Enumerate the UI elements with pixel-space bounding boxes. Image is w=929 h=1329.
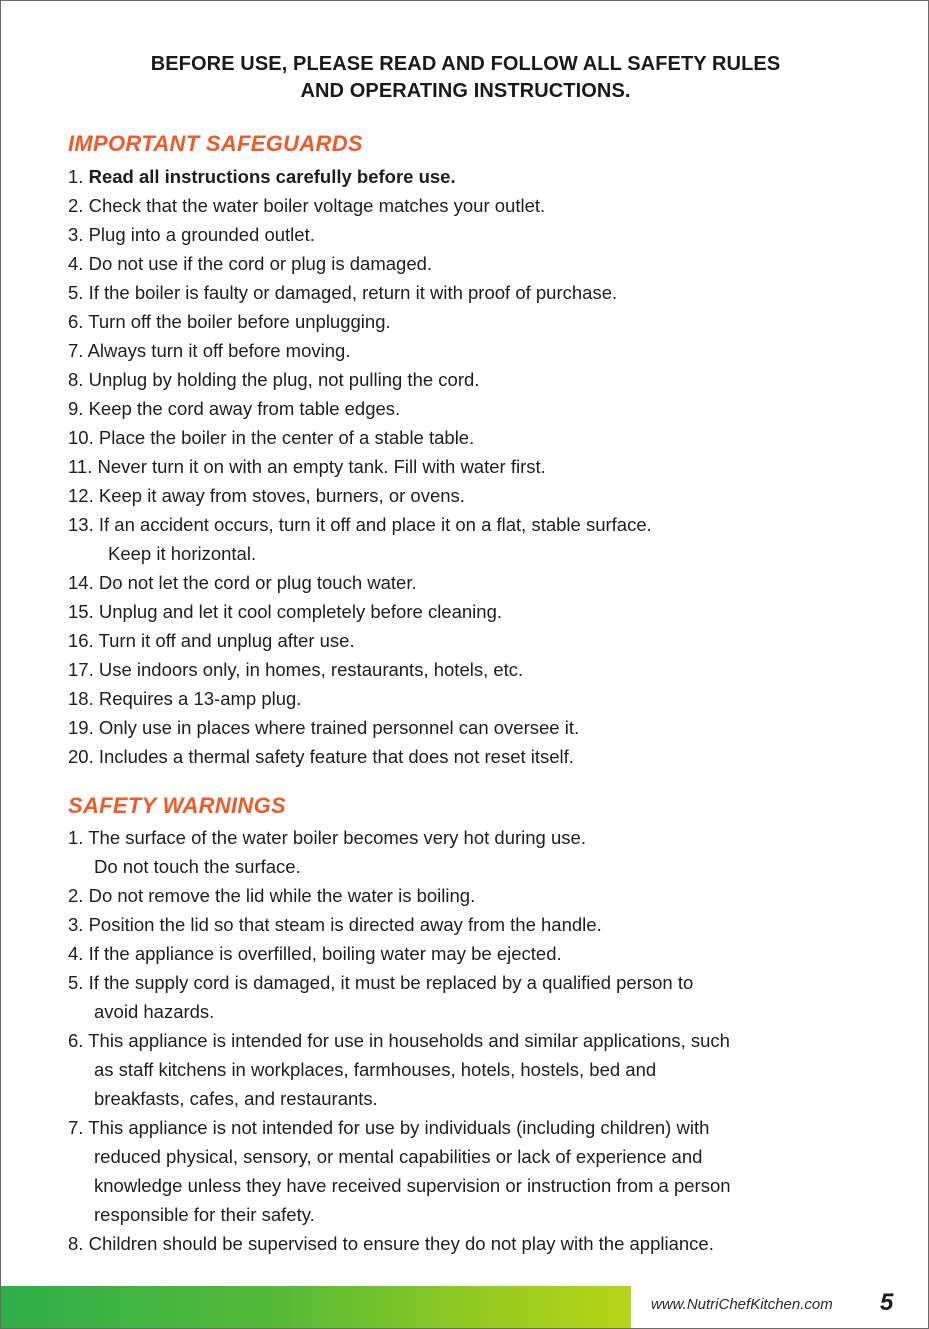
item-number: 5. <box>68 282 84 303</box>
item-continuation: Do not touch the surface. <box>94 856 301 877</box>
safeguards-item-3 <box>68 220 888 249</box>
item-number: 1. <box>68 166 84 187</box>
item-number: 16. <box>68 630 94 651</box>
item-number: 6. <box>68 1030 84 1051</box>
item-number: 7. <box>68 1117 84 1138</box>
warnings-item-4 <box>68 939 888 968</box>
safeguards-item-14 <box>68 568 888 597</box>
item-text: This appliance is intended for use in households and similar applications, such <box>88 1030 730 1051</box>
item-number: 9. <box>68 398 84 419</box>
safeguards-item-12 <box>68 481 888 510</box>
item-text: Unplug and let it cool completely before cleaning. <box>98 601 502 622</box>
safeguards-item-2 <box>68 191 888 220</box>
warnings-item-1 <box>68 823 888 881</box>
item-text: Children should be supervised to ensure they do not play with the appliance. <box>88 1233 714 1254</box>
intro-line-2: AND OPERATING INSTRUCTIONS. <box>300 80 631 102</box>
item-number: 3. <box>68 914 84 935</box>
item-number: 17. <box>68 659 94 680</box>
item-text: This appliance is not intended for use by individuals (including children) with <box>88 1117 710 1138</box>
item-text: Unplug by holding the plug, not pulling the cord. <box>88 369 480 390</box>
safeguards-item-13 <box>68 510 888 568</box>
item-text: Do not use if the cord or plug is damaged. <box>88 253 433 274</box>
item-number: 4. <box>68 943 84 964</box>
warnings-item-8 <box>68 1229 888 1258</box>
item-number: 8. <box>68 1233 84 1254</box>
safeguards-title: IMPORTANT SAFEGUARDS <box>68 131 363 156</box>
item-text: Requires a 13-amp plug. <box>98 688 302 709</box>
safeguards-item-7 <box>68 336 888 365</box>
item-number: 2. <box>68 885 84 906</box>
footer-gradient-bar <box>1 1286 631 1328</box>
item-number: 8. <box>68 369 84 390</box>
item-continuation: Keep it horizontal. <box>108 543 257 564</box>
item-number: 12. <box>68 485 94 506</box>
item-number: 2. <box>68 195 84 216</box>
item-text: Read all instructions carefully before use. <box>88 166 456 187</box>
item-text: Always turn it off before moving. <box>87 340 351 361</box>
item-text: Never turn it on with an empty tank. Fill with water first. <box>97 456 546 477</box>
warnings-list <box>68 823 888 1258</box>
item-number: 19. <box>68 717 94 738</box>
page-number: 5 <box>880 1289 894 1316</box>
safeguards-item-10 <box>68 423 888 452</box>
safeguards-item-9 <box>68 394 888 423</box>
item-text: Do not remove the lid while the water is boiling. <box>88 885 476 906</box>
item-number: 14. <box>68 572 94 593</box>
item-number: 5. <box>68 972 84 993</box>
item-number: 13. <box>68 514 94 535</box>
safeguards-item-8 <box>68 365 888 394</box>
safeguards-item-4 <box>68 249 888 278</box>
item-text: Plug into a grounded outlet. <box>88 224 315 245</box>
warnings-item-3 <box>68 910 888 939</box>
safeguards-item-5 <box>68 278 888 307</box>
item-number: 11. <box>68 456 93 477</box>
safeguards-item-20 <box>68 742 888 771</box>
item-text: If the appliance is overfilled, boiling water may be ejected. <box>88 943 562 964</box>
item-text: Do not let the cord or plug touch water. <box>98 572 417 593</box>
footer-website-link[interactable]: www.NutriChefKitchen.com <box>651 1296 833 1313</box>
item-text: Keep it away from stoves, burners, or ovens. <box>98 485 465 506</box>
safeguards-item-6 <box>68 307 888 336</box>
item-number: 18. <box>68 688 94 709</box>
item-continuation: as staff kitchens in workplaces, farmhouses, hotels, hostels, bed and <box>94 1059 657 1080</box>
safeguards-item-18 <box>68 684 888 713</box>
safeguards-item-17 <box>68 655 888 684</box>
intro-line-1: BEFORE USE, PLEASE READ AND FOLLOW ALL SAFETY RULES <box>150 53 781 75</box>
item-text: If the supply cord is damaged, it must be replaced by a qualified person to <box>88 972 694 993</box>
item-text: Use indoors only, in homes, restaurants, hotels, etc. <box>98 659 524 680</box>
safeguards-item-15 <box>68 597 888 626</box>
item-text: Check that the water boiler voltage matches your outlet. <box>88 195 546 216</box>
item-continuation: breakfasts, cafes, and restaurants. <box>94 1088 378 1109</box>
item-text: The surface of the water boiler becomes very hot during use. <box>88 827 586 848</box>
warnings-item-6 <box>68 1026 888 1113</box>
warnings-item-7 <box>68 1113 888 1229</box>
item-number: 20. <box>68 746 94 767</box>
item-text: Turn it off and unplug after use. <box>98 630 355 651</box>
item-text: Only use in places where trained personnel can oversee it. <box>98 717 580 738</box>
item-text: Place the boiler in the center of a stable table. <box>98 427 475 448</box>
safeguards-item-16 <box>68 626 888 655</box>
item-text: If the boiler is faulty or damaged, return it with proof of purchase. <box>88 282 618 303</box>
item-text: Position the lid so that steam is directed away from the handle. <box>88 914 602 935</box>
safeguards-list <box>68 162 888 771</box>
safeguards-item-11 <box>68 452 888 481</box>
item-number: 4. <box>68 253 84 274</box>
item-number: 7. <box>68 340 84 361</box>
item-number: 1. <box>68 827 84 848</box>
item-number: 15. <box>68 601 94 622</box>
item-continuation: knowledge unless they have received supervision or instruction from a person <box>94 1175 731 1196</box>
safeguards-item-19 <box>68 713 888 742</box>
item-continuation: reduced physical, sensory, or mental capabilities or lack of experience and <box>94 1146 703 1167</box>
warnings-item-5 <box>68 968 888 1026</box>
item-continuation: responsible for their safety. <box>94 1204 315 1225</box>
item-number: 10. <box>68 427 94 448</box>
warnings-item-2 <box>68 881 888 910</box>
item-text: If an accident occurs, turn it off and place it on a flat, stable surface. <box>98 514 652 535</box>
item-text: Keep the cord away from table edges. <box>88 398 401 419</box>
item-text: Turn off the boiler before unplugging. <box>88 311 391 332</box>
intro-heading <box>1 51 929 105</box>
warnings-title: SAFETY WARNINGS <box>68 793 287 818</box>
safeguards-item-1 <box>68 162 888 191</box>
item-text: Includes a thermal safety feature that does not reset itself. <box>98 746 574 767</box>
item-continuation: avoid hazards. <box>94 1001 215 1022</box>
item-number: 3. <box>68 224 84 245</box>
item-number: 6. <box>68 311 84 332</box>
